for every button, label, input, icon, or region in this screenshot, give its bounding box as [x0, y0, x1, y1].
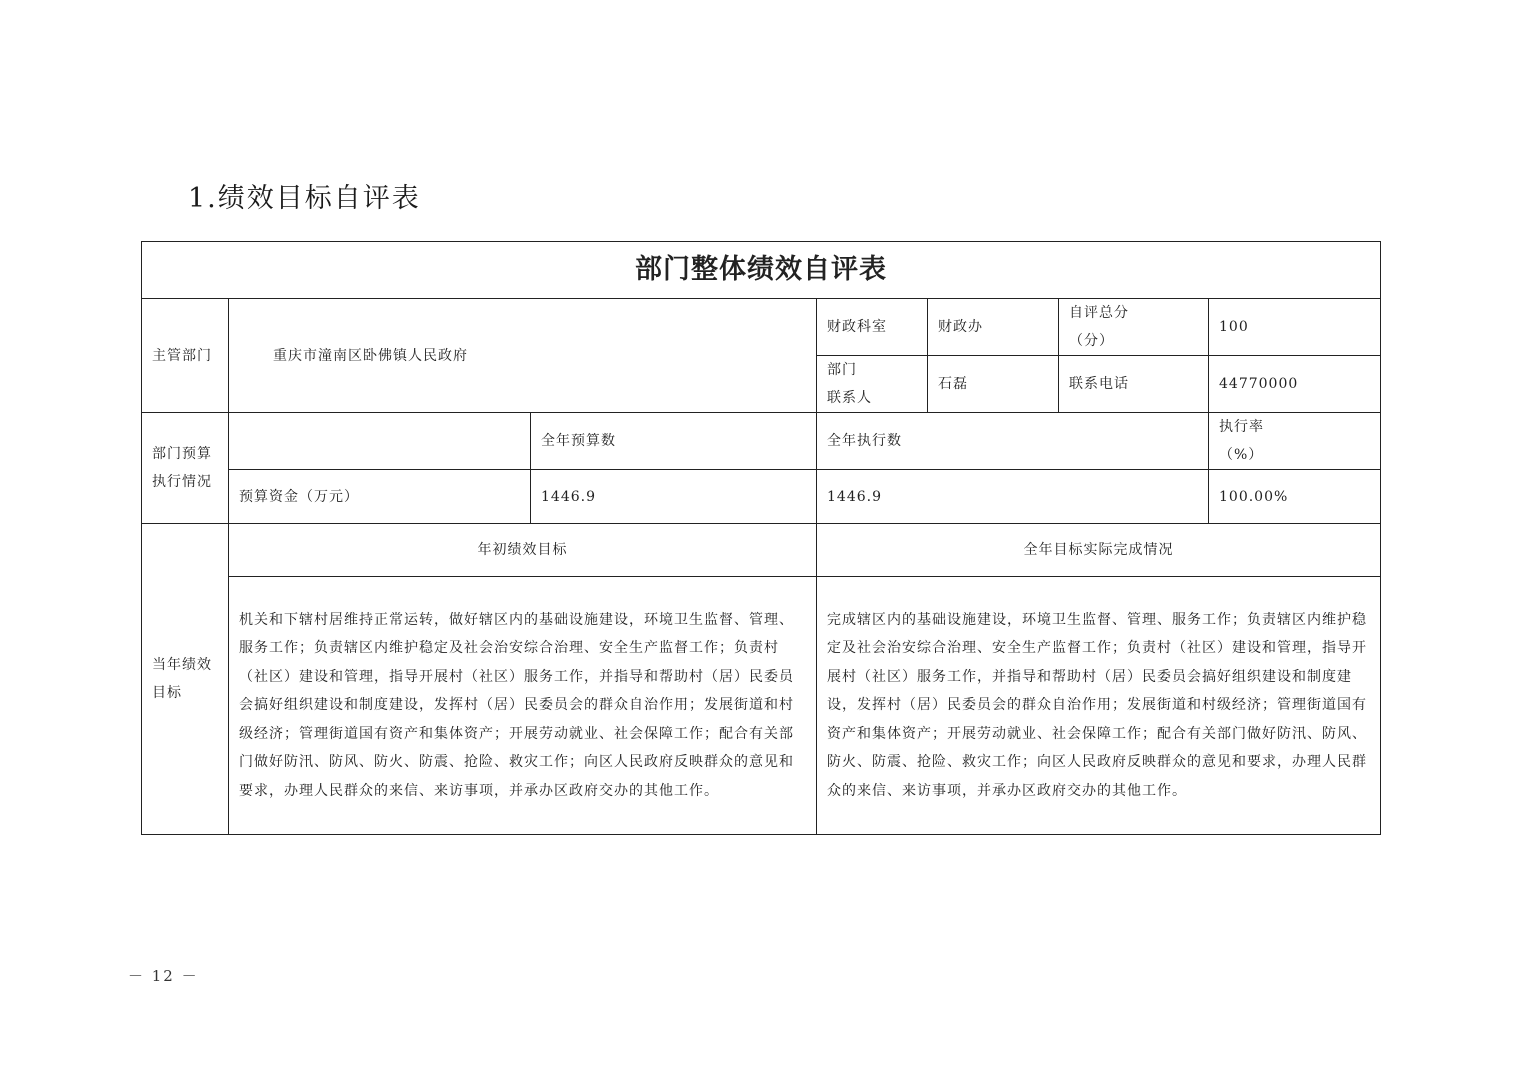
dept-value: 重庆市潼南区卧佛镇人民政府	[229, 299, 817, 413]
budget-funds-label: 预算资金（万元）	[229, 470, 531, 524]
dept-label: 主管部门	[142, 299, 229, 413]
exec-rate-value: 100.00%	[1209, 470, 1381, 524]
phone-value: 44770000	[1209, 356, 1381, 413]
contact-value: 石磊	[928, 356, 1059, 413]
exec-rate-header	[1209, 413, 1381, 470]
annual-exec-header: 全年执行数	[817, 413, 1209, 470]
score-label-line2: （分）	[1069, 333, 1114, 349]
budget-label-line1: 部门预算	[152, 446, 212, 462]
actual-completion-text: 完成辖区内的基础设施建设，环境卫生监督、管理、服务工作；负责辖区内维护稳定及社会治安综合治理、安全生产监督工作；负责村（社区）建设和管理，指导开展村（社区）服务工作，并指导和帮助村（居）民委员会搞好组织建设和制度建设，发挥村（居）民委员会的群众自治作用；发展街道和村级经济；管理街道国有资产和集体资产；开展劳动就业、社会保障工作；配合有关部门做好防汛、防风、防火、防震、抢险、救灾工作；向区人民政府反映群众的意见和要求，办理人民群众的来信、来访事项，并承办区政府交办的其他工作。	[817, 577, 1381, 835]
score-label	[1059, 299, 1209, 356]
annual-budget-header: 全年预算数	[531, 413, 817, 470]
initial-goals-header: 年初绩效目标	[229, 524, 817, 577]
annual-exec-value: 1446.9	[817, 470, 1209, 524]
exec-rate-header-line1: 执行率	[1219, 419, 1264, 435]
actual-completion-header: 全年目标实际完成情况	[817, 524, 1381, 577]
annual-budget-value: 1446.9	[531, 470, 817, 524]
contact-label-line1: 部门	[827, 362, 857, 378]
goals-label-line1: 当年绩效	[152, 657, 212, 673]
performance-table	[141, 241, 1381, 835]
contact-label-line2: 联系人	[827, 390, 872, 406]
finance-office-value: 财政办	[928, 299, 1059, 356]
score-label-line1: 自评总分	[1069, 305, 1129, 321]
finance-office-label: 财政科室	[817, 299, 928, 356]
page-number: － 12 －	[128, 967, 199, 985]
goals-label	[142, 524, 229, 835]
budget-header-blank	[229, 413, 531, 470]
exec-rate-header-line2: （%）	[1219, 447, 1264, 463]
goals-label-line2: 目标	[152, 685, 182, 701]
phone-label: 联系电话	[1059, 356, 1209, 413]
budget-label-line2: 执行情况	[152, 474, 212, 490]
budget-label	[142, 413, 229, 524]
initial-goals-text: 机关和下辖村居维持正常运转，做好辖区内的基础设施建设，环境卫生监督、管理、服务工作；负责辖区内维护稳定及社会治安综合治理、安全生产监督工作；负责村（社区）建设和管理，指导开展村（社区）服务工作，并指导和帮助村（居）民委员会搞好组织建设和制度建设，发挥村（居）民委员会的群众自治作用；发展街道和村级经济；管理街道国有资产和集体资产；开展劳动就业、社会保障工作；配合有关部门做好防汛、防风、防火、防震、抢险、救灾工作；向区人民政府反映群众的意见和要求，办理人民群众的来信、来访事项，并承办区政府交办的其他工作。	[229, 577, 817, 835]
section-title: 1.绩效目标自评表	[188, 183, 421, 214]
score-value: 100	[1209, 299, 1381, 356]
contact-label	[817, 356, 928, 413]
table-title: 部门整体绩效自评表	[142, 242, 1381, 299]
